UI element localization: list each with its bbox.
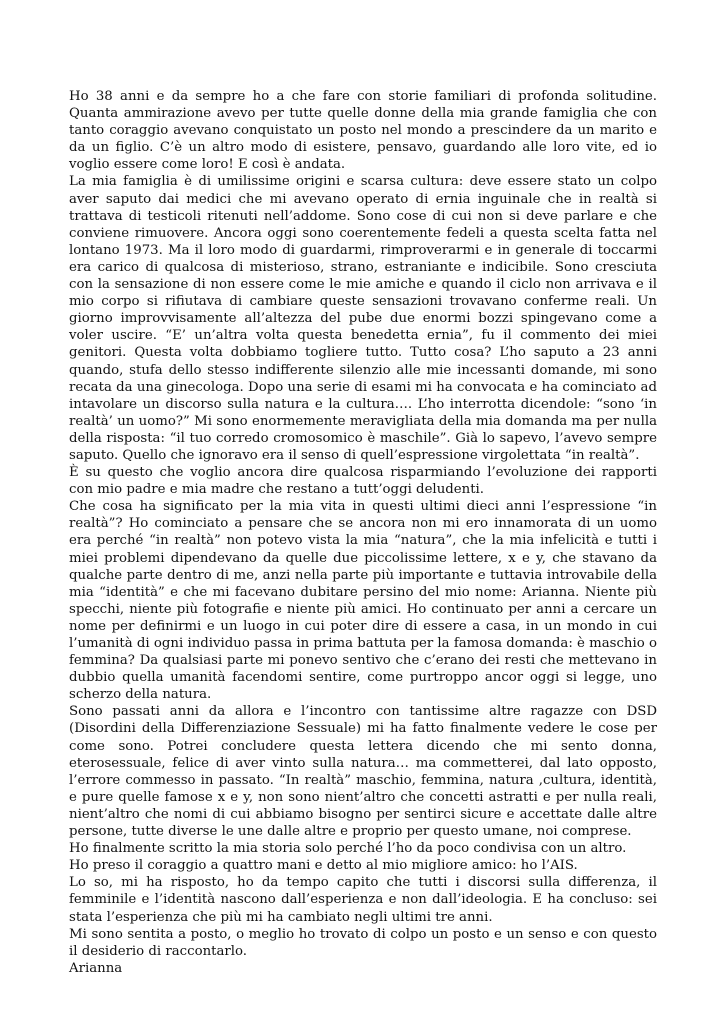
paragraph-opening: Ho 38 anni e da sempre ho a che fare con storie familiari di profonda solitudine. Quanta ammirazione avevo per tutte quelle donne della mia grande famiglia che con tanto coraggio avevano conquistato un posto nel mondo a prescindere da un marito e da un figlio. C’è un altro modo di esistere, pensavo, guardando alle loro vite, ed io voglio essere come loro! E così è andata. (69, 89, 657, 173)
paragraph-closing: Mi sono sentita a posto, o meglio ho trovato di colpo un posto e un senso e con questo il desiderio di raccontarlo. (69, 926, 657, 959)
paragraph-friend-reply: Lo so, mi ha risposto, ho da tempo capito che tutti i discorsi sulla differenza, il femminile e l’identità nascono dall’esperienza e non dall’ideologia. E ha concluso: sei stata l’esperienza che più mi ha cambiato negli ultimi tre anni. (69, 875, 657, 925)
paragraph-courage: Ho preso il coraggio a quattro mani e detto al mio migliore amico: ho l’AIS. (69, 858, 578, 874)
signature: Arianna (69, 960, 123, 976)
paragraph-shared: Ho finalmente scritto la mia storia solo perché l’ho da poco condivisa con un altro. (69, 841, 627, 857)
paragraph-parents: È su questo che voglio ancora dire qualcosa risparmiando l’evoluzione dei rapporti con mio padre e mia madre che restano a tutt’oggi deludenti. (69, 465, 657, 498)
paragraph-dsd: Sono passati anni da allora e l’incontro con tantissime altre ragazze con DSD (Disordini della Differenziazione Sessuale) mi ha fatto finalmente vedere le cose per come sono. Potrei concludere questa lettera dicendo che mi sento donna, eterosessuale, felice di aver vinto sulla natura… ma commetterei, dal lato opposto, l’errore commesso in passato. “In realtà” maschio, femmina, natura ,cultura, identità, e pure quelle famose x e y, non sono nient’altro che concetti astratti e per nulla reali, nient’altro che nomi di cui abbiamo bisogno per sentirci sicure e accettate dalle altre persone, tutte diverse le une dalle altre e proprio per questo umane, noi comprese. (69, 704, 657, 840)
paragraph-in-realta: Che cosa ha significato per la mia vita in questi ultimi dieci anni l’espressione “in realtà”? Ho cominciato a pensare che se ancora non mi ero innamorata di un uomo era perché “in realtà” non potevo vista la mia “natura”, che la mia infelicità e tutti i miei problemi dipendevano da quelle due piccolissime lettere, x e y, che stavano da qualche parte dentro di me, anzi nella parte più importante e tuttavia introvabile della mia “identità” e che mi facevano dubitare persino del mio nome: Arianna. Niente più specchi, niente più fotografie e niente più amici. Ho continuato per anni a cercare un nome per definirmi e un luogo in cui poter dire di essere a casa, in un mondo in cui l’umanità di ogni individuo passa in prima battuta per la famosa domanda: è maschio o femmina? Da qualsiasi parte mi ponevo sentivo che c’erano dei resti che mettevano in dubbio quella umanità facendomi sentire, come purtroppo ancor oggi si legge, uno scherzo della natura. (69, 499, 657, 703)
paragraph-family: La mia famiglia è di umilissime origini e scarsa cultura: deve essere stato un colpo aver saputo dai medici che mi avevano operato di ernia inguinale che in realtà si trattava di testicoli ritenuti nell’addome. Sono cose di cui non si deve parlare e che conviene rimuovere. Ancora oggi sono coerentemente fedeli a questa scelta fatta nel lontano 1973. Ma il loro modo di guardarmi, rimproverarmi e in generale di toccarmi era carico di qualcosa di misterioso, strano, estraniante e indicibile. Sono cresciuta con la sensazione di non essere come le mie amiche e quando il ciclo non arrivava e il mio corpo si rifiutava di cambiare queste sensazioni trovavano conferme reali. Un giorno improvvisamente all’altezza del pube due enormi bozzi spingevano come a voler uscire. “E’ un’altra volta questa benedetta ernia”, fu il commento dei miei genitori. Questa volta dobbiamo togliere tutto. Tutto cosa? L’ho saputo a 23 anni quando, stufa dello stesso indifferente silenzio alle mie incessanti domande, mi sono recata da una ginecologa. Dopo una serie di esami mi ha convocata e ha cominciato ad intavolare un discorso sulla natura e la cultura…. L’ho interrotta dicendole: “sono ‘in realtà’ un uomo?” Mi sono enormemente meravigliata della mia domanda ma per nulla della risposta: “il tuo corredo cromosomico è maschile”. Già lo sapevo, l’avevo sempre saputo. Quello che ignoravo era il senso di quell’espressione virgolettata “in realtà”. (69, 174, 657, 463)
letter-body (69, 88, 657, 977)
